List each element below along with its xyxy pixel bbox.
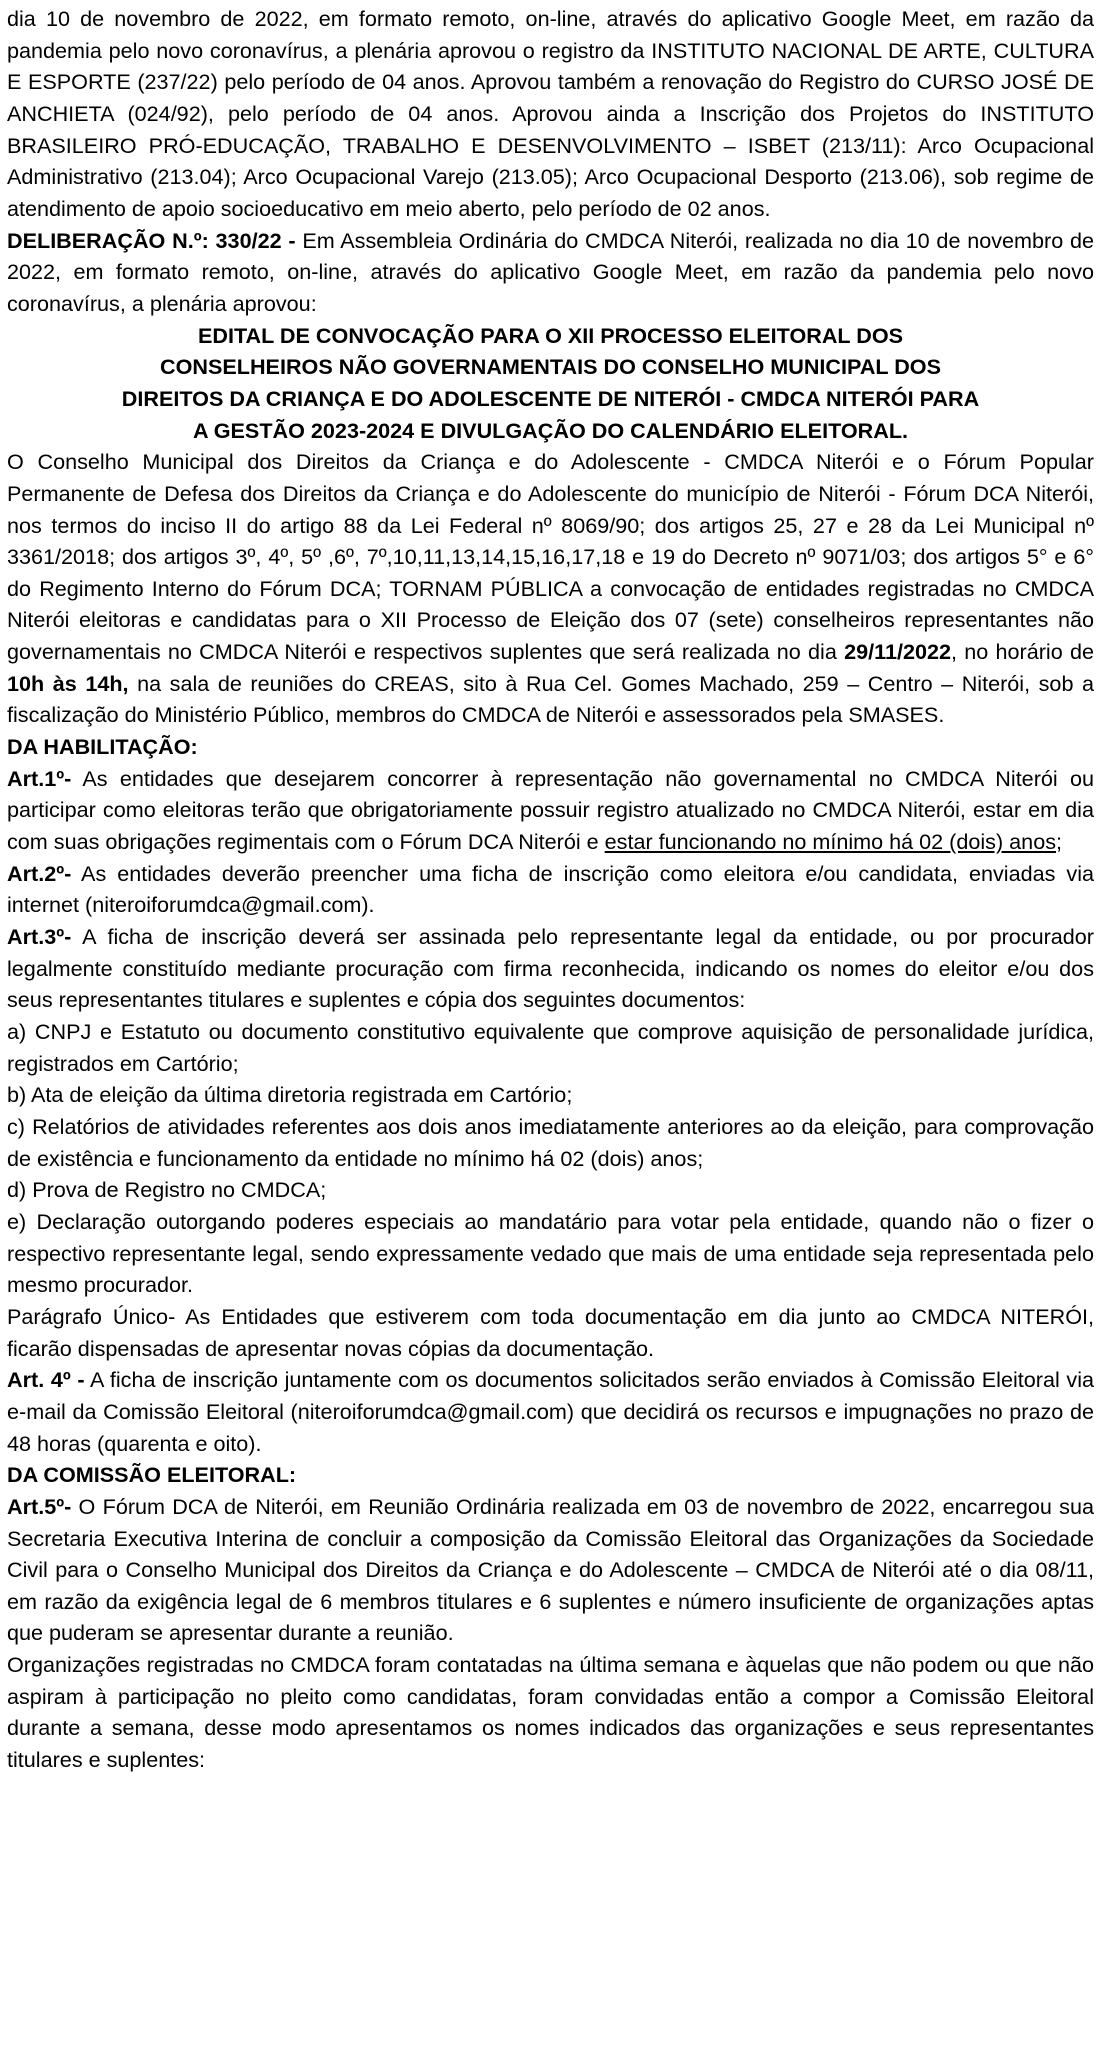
- article-3: Art.3º- A ficha de inscrição deverá ser assinada pelo representante legal da entidade, ou por procurador legalmente constituído mediante procuração com firma reconhecida, indicando os nomes do eleitor e/ou dos seus representantes titulares e suplentes e cópia dos seguintes documentos:: [7, 924, 1094, 1013]
- election-time: 10h às 14h,: [7, 670, 129, 696]
- article-2: Art.2º- As entidades deverão preencher uma ficha de inscrição como eleitora e/ou candidata, enviadas via internet (niteroiforumdca@gmail.com).: [7, 860, 1094, 918]
- paragrafo-unico: Parágrafo Único- As Entidades que estiverem com toda documentação em dia junto ao CMDCA NITERÓI, ficarão dispensadas de apresentar novas cópias da documentação.: [7, 1303, 1094, 1361]
- list-item-a: a) CNPJ e Estatuto ou documento constitutivo equivalente que comprove aquisição de personalidade jurídica, registrados em Cartório;: [7, 1019, 1094, 1076]
- section-heading-comissao: DA COMISSÃO ELEITORAL:: [7, 1462, 297, 1488]
- underlined-requirement: estar funcionando no mínimo há 02 (dois) anos: [604, 829, 1056, 855]
- article-label: Art.5º-: [7, 1493, 72, 1519]
- intro-paragraph: dia 10 de novembro de 2022, em formato remoto, on-line, através do aplicativo Google Meet, em razão da pandemia pelo novo coronavírus, a plenária aprovou o registro da INSTITUTO NACIONAL DE ARTE, CULTURA E ESPORTE (237/22) pelo período de 04 anos. Aprovou também a renovação do Registro do CURSO JOSÉ DE ANCHIETA (024/92), pelo período de 04 anos. Aprovou ainda a Inscrição dos Projetos do INSTITUTO BRASILEIRO PRÓ-EDUCAÇÃO, TRABALHO E DESENVOLVIMENTO – ISBET (213/11): Arco Ocupacional Administrativo (213.04); Arco Ocupacional Varejo (213.05); Arco Ocupacional Desporto (213.06), sob regime de atendimento de apoio socioeducativo em meio aberto, pelo período de 02 anos.: [7, 6, 1094, 221]
- edital-title-line: DIREITOS DA CRIANÇA E DO ADOLESCENTE DE NITERÓI - CMDCA NITERÓI PARA: [121, 385, 980, 411]
- article-1: Art.1º- As entidades que desejarem concorrer à representação não governamental no CMDCA Niterói ou participar como eleitoras terão que obrigatoriamente possuir registro atualizado no CMDCA Niterói, estar em dia com suas obrigações regimentais com o Fórum DCA Niterói e estar funcionando no mínimo há 02 (dois) anos;: [7, 765, 1094, 855]
- list-item-e: e) Declaração outorgando poderes especiais ao mandatário para votar pela entidade, quando não o fizer o respectivo representante legal, sendo expressamente vedado que mais de uma entidade seja representada pelo mesmo procurador.: [7, 1208, 1094, 1298]
- article-4: Art. 4º - A ficha de inscrição juntamente com os documentos solicitados serão enviados à Comissão Eleitoral via e-mail da Comissão Eleitoral (niteroiforumdca@gmail.com) que decidirá os recursos e impugnações no prazo de 48 horas (quarenta e oito).: [7, 1367, 1094, 1456]
- article-label: Art. 4º -: [7, 1367, 85, 1393]
- edital-title-line: A GESTÃO 2023-2024 E DIVULGAÇÃO DO CALENDÁRIO ELEITORAL.: [192, 417, 909, 443]
- closing-paragraph: Organizações registradas no CMDCA foram contatadas na última semana e àquelas que não podem ou que não aspiram à participação no pleito como candidatas, foram convidadas então a compor a Comissão Eleitoral durante a semana, desse modo apresentamos os nomes indicados das organizações e seus representantes titulares e suplentes:: [7, 1652, 1094, 1773]
- deliberacao-paragraph: DELIBERAÇÃO N.º: 330/22 - Em Assembleia Ordinária do CMDCA Niterói, realizada no dia 10 de novembro de 2022, em formato remoto, on-line, através do aplicativo Google Meet, em razão da pandemia pelo novo coronavírus, a plenária aprovou:: [7, 227, 1095, 316]
- edital-title: [7, 320, 1094, 447]
- edital-title-line: CONSELHEIROS NÃO GOVERNAMENTAIS DO CONSELHO MUNICIPAL DOS: [159, 354, 942, 380]
- article-label: Art.2º-: [7, 860, 72, 886]
- article-label: Art.1º-: [7, 765, 72, 791]
- list-item-d: d) Prova de Registro no CMDCA;: [7, 1177, 327, 1203]
- election-date: 29/11/2022: [844, 639, 951, 665]
- deliberacao-label: DELIBERAÇÃO N.º: 330/22 -: [7, 227, 296, 253]
- section-heading-habilitacao: DA HABILITAÇÃO:: [7, 734, 198, 760]
- list-item-b: b) Ata de eleição da última diretoria registrada em Cartório;: [7, 1082, 573, 1108]
- list-item-c: c) Relatórios de atividades referentes aos dois anos imediatamente anteriores ao da eleição, para comprovação de existência e funcionamento da entidade no mínimo há 02 (dois) anos;: [7, 1113, 1094, 1171]
- article-label: Art.3º-: [7, 924, 72, 950]
- edital-title-line: EDITAL DE CONVOCAÇÃO PARA O XII PROCESSO ELEITORAL DOS: [197, 322, 904, 348]
- article-5: Art.5º- O Fórum DCA de Niterói, em Reunião Ordinária realizada em 03 de novembro de 2022, encarregou sua Secretaria Executiva Interina de concluir a composição da Comissão Eleitoral das Organizações da Sociedade Civil para o Conselho Municipal dos Direitos da Criança e do Adolescente – CMDCA de Niterói até o dia 08/11, em razão da exigência legal de 6 membros titulares e 6 suplentes e número insuficiente de organizações aptas que puderam se apresentar durante a reunião.: [7, 1493, 1094, 1646]
- convocacao-paragraph: O Conselho Municipal dos Direitos da Criança e do Adolescente - CMDCA Niterói e o Fórum Popular Permanente de Defesa dos Direitos da Criança e do Adolescente do município de Niterói - Fórum DCA Niterói, nos termos do inciso II do artigo 88 da Lei Federal nº 8069/90; dos artigos 25, 27 e 28 da Lei Municipal nº 3361/2018; dos artigos 3º, 4º, 5º ,6º, 7º,10,11,13,14,15,16,17,18 e 19 do Decreto nº 9071/03; dos artigos 5° e 6° do Regimento Interno do Fórum DCA; TORNAM PÚBLICA a convocação de entidades registradas no CMDCA Niterói eleitoras e candidatas para o XII Processo de Eleição dos 07 (sete) conselheiros representantes não governamentais no CMDCA Niterói e respectivos suplentes que será realizada no dia 29/11/2022, no horário de 10h às 14h, na sala de reuniões do CREAS, sito à Rua Cel. Gomes Machado, 259 – Centro – Niterói, sob a fiscalização do Ministério Público, membros do CMDCA de Niterói e assessorados pela SMASES.: [7, 449, 1095, 728]
